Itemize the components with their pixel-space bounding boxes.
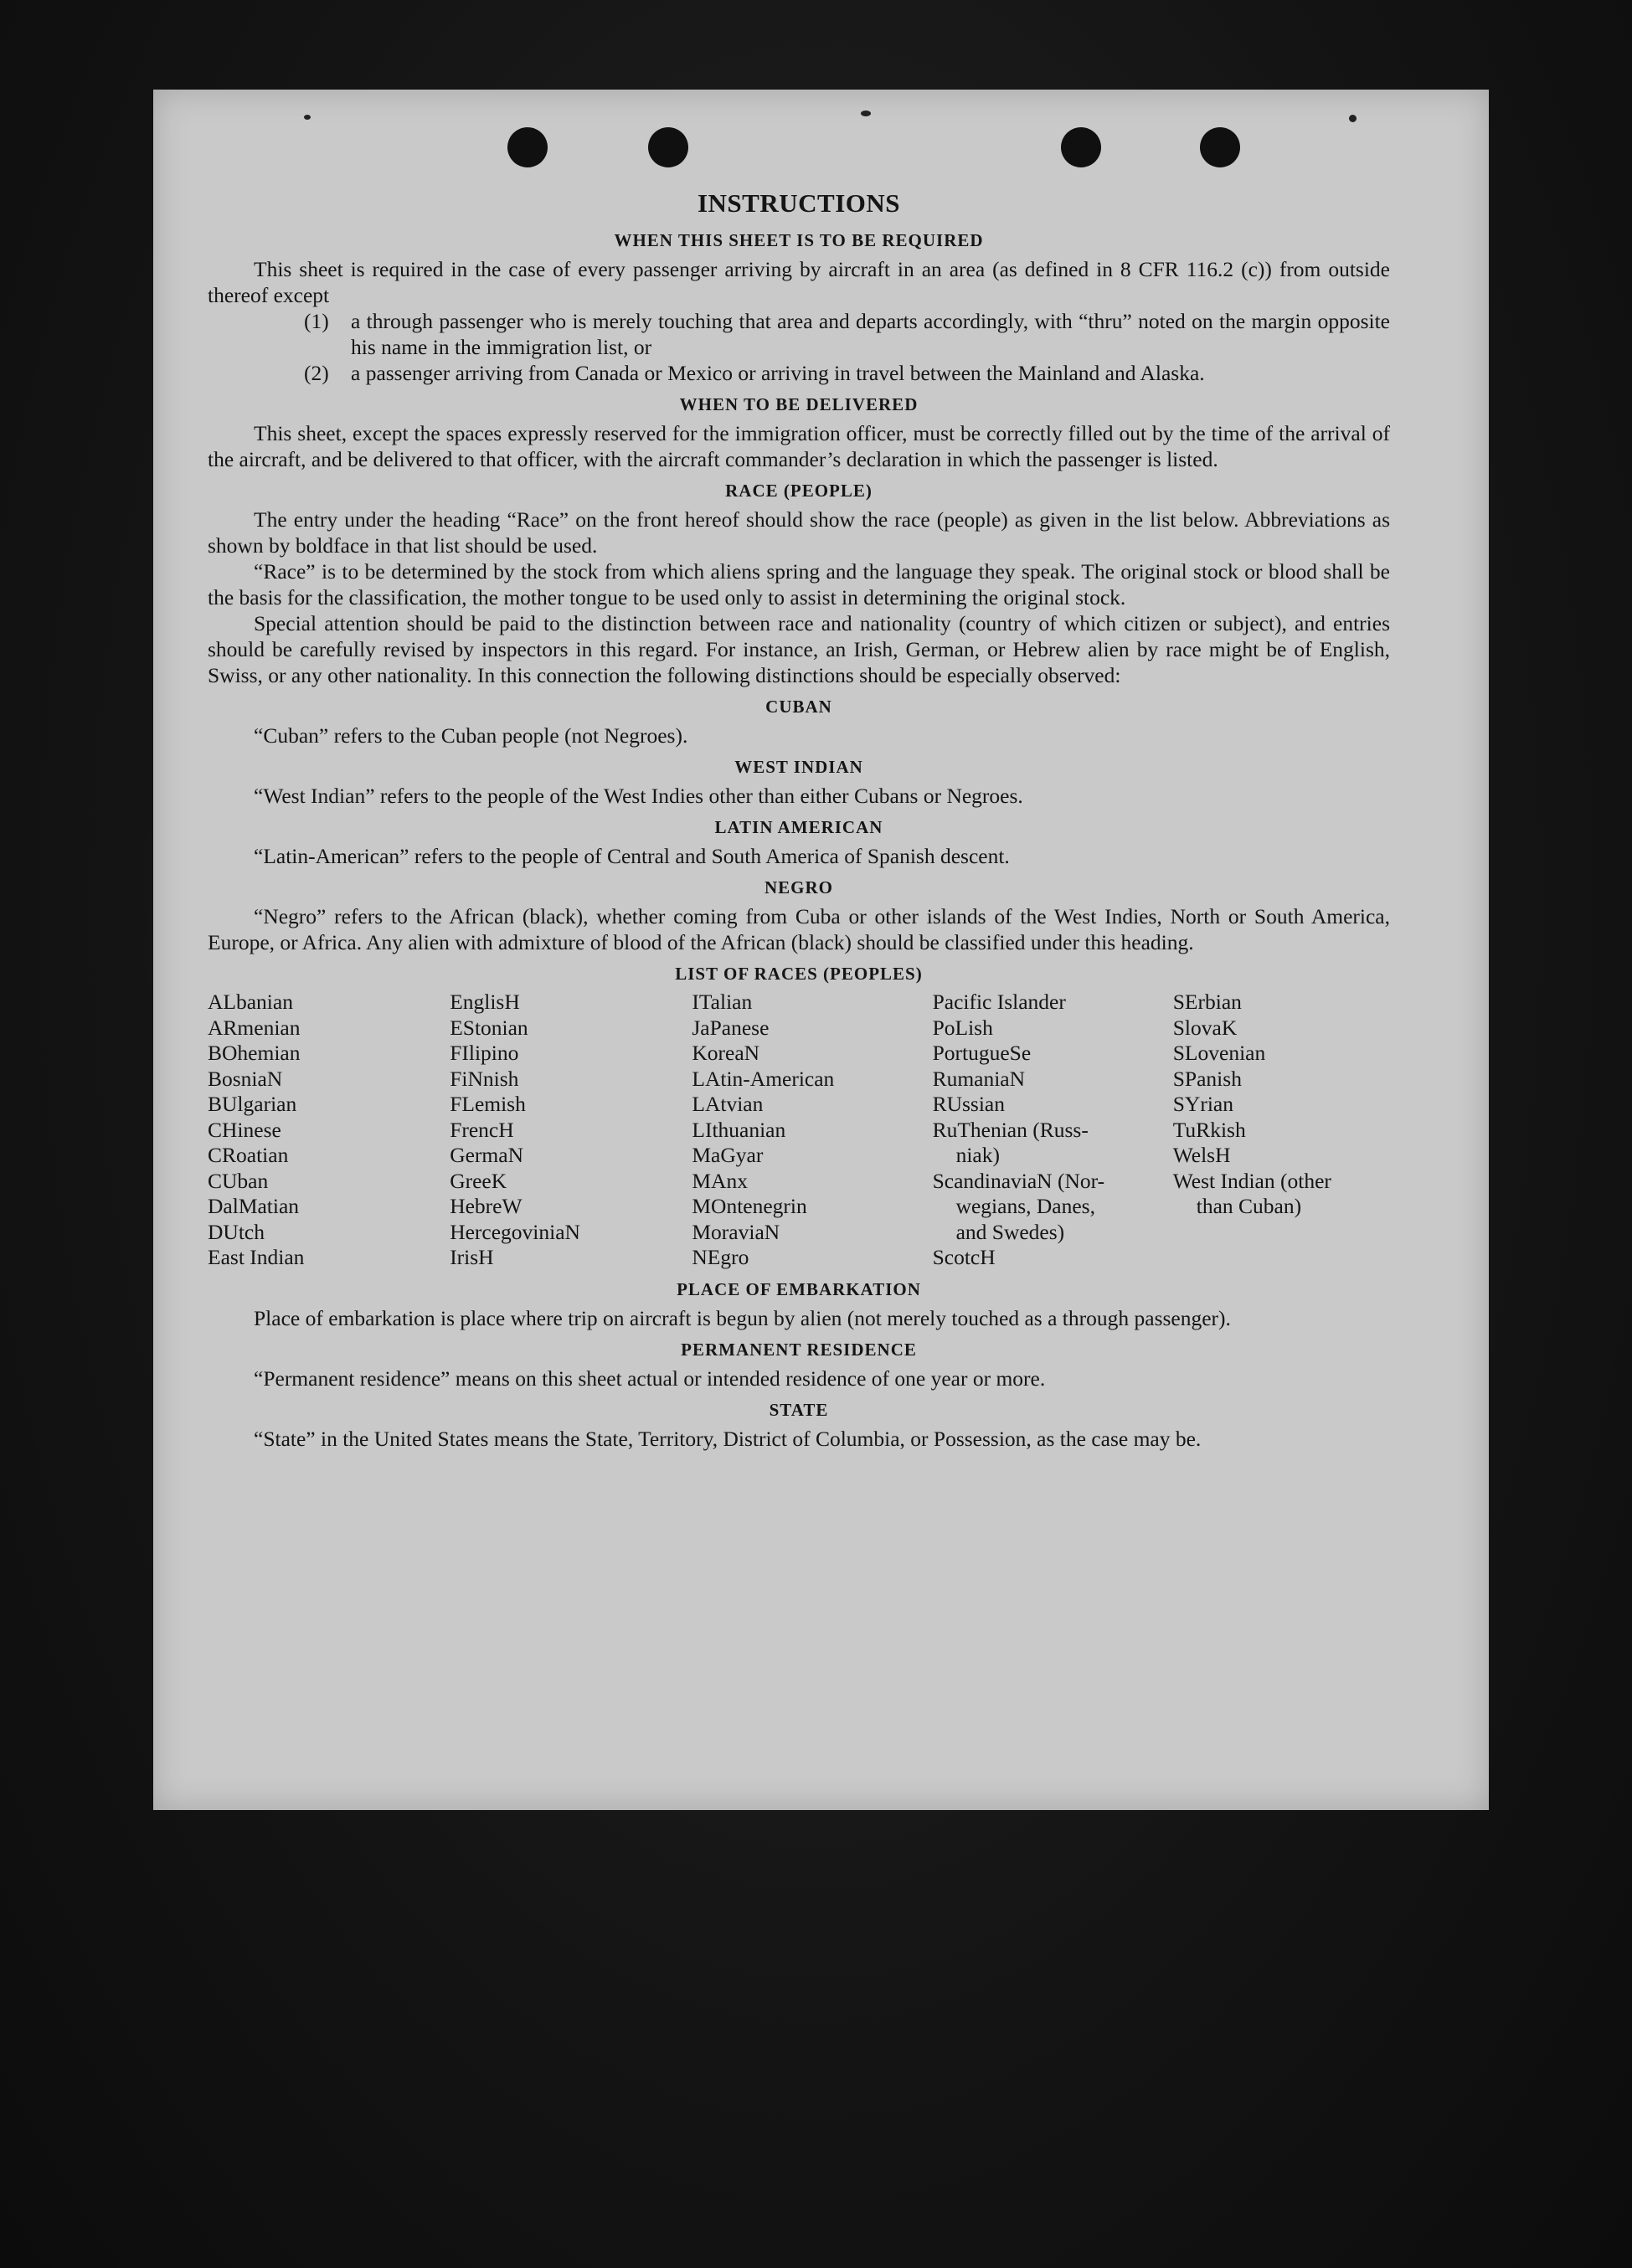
race-entry: BOhemian (208, 1041, 301, 1065)
item-text: a passenger arriving from Canada or Mexico or arriving in travel between the Mainland and Alaska. (351, 361, 1205, 385)
section-heading-west-indian: WEST INDIAN (734, 757, 863, 777)
section-heading-embarkation: PLACE OF EMBARKATION (677, 1278, 921, 1299)
race-entry: HebreW (450, 1194, 523, 1218)
race-entry: IrisH (450, 1245, 494, 1269)
race-entry: CUban (208, 1168, 269, 1193)
race-column (1173, 990, 1390, 1271)
race-entry: WelsH (1172, 1143, 1231, 1167)
race-entry: RumaniaN (932, 1066, 1026, 1091)
required-item (304, 308, 1390, 360)
race-entry-continued: wegians, Danes, (955, 1194, 1095, 1218)
negro-text: “Negro” refers to the African (black), whether coming from Cuba or other islands of the West Indies, North or South America, Europe, or Africa. Any alien with admixture of blood of the African (black) should be classified under this heading. (208, 904, 1390, 954)
punch-hole (1061, 127, 1101, 167)
section-heading-state: STATE (769, 1399, 829, 1420)
section-heading-residence: PERMANENT RESIDENCE (681, 1339, 917, 1360)
race-entry: SlovaK (1172, 1015, 1238, 1040)
page-title: INSTRUCTIONS (697, 188, 900, 218)
race-entry: EStonian (450, 1015, 528, 1040)
race-entry: EnglisH (450, 990, 520, 1014)
required-item (304, 360, 1390, 386)
race-entry: SErbian (1172, 990, 1242, 1014)
race-entry: PortugueSe (932, 1041, 1032, 1065)
race-column (933, 990, 1173, 1271)
race-entry: KoreaN (692, 1041, 760, 1065)
speck (304, 115, 311, 120)
race-entry: RUssian (932, 1092, 1005, 1116)
race-entry: RuThenian (Russ- (932, 1117, 1089, 1142)
item-text: a through passenger who is merely touching that area and departs accordingly, with “thru” noted on the margin opposite his name in the immigration list, or (351, 309, 1390, 359)
item-number: (2) (304, 361, 329, 385)
section-heading-delivered: WHEN TO BE DELIVERED (679, 394, 919, 414)
race-entry: MAnx (692, 1168, 748, 1193)
race-entry: FrencH (450, 1117, 514, 1142)
punch-hole (1200, 127, 1240, 167)
delivered-text: This sheet, except the spaces expressly reserved for the immigration officer, must be correctly filled out by the time of the arrival of the aircraft, and be delivered to that officer, with the aircraft commander’s declaration in which the passenger is listed. (208, 421, 1390, 471)
race-entry: GermaN (450, 1143, 523, 1167)
section-heading-negro: NEGRO (764, 877, 833, 897)
race-entry: ScandinaviaN (Nor- (932, 1168, 1105, 1193)
section-heading-list-of-races: LIST OF RACES (PEOPLES) (675, 964, 923, 984)
race-list (208, 990, 1390, 1271)
race-entry: SLovenian (1172, 1041, 1266, 1065)
section-heading-required: WHEN THIS SHEET IS TO BE REQUIRED (614, 230, 984, 250)
race-entry: CHinese (208, 1117, 281, 1142)
race-entry: DalMatian (208, 1194, 300, 1218)
race-entry: CRoatian (208, 1143, 289, 1167)
race-entry: LIthuanian (692, 1117, 786, 1142)
punch-hole (507, 127, 548, 167)
race-entry: HercegoviniaN (450, 1219, 580, 1244)
punch-hole (648, 127, 688, 167)
required-intro: This sheet is required in the case of every passenger arriving by aircraft in an area (as defined in 8 CFR 116.2 (c)) from outside thereof except (208, 257, 1390, 307)
race-entry: MOntenegrin (692, 1194, 807, 1218)
race-entry: West Indian (other (1172, 1168, 1331, 1193)
race-entry: BosniaN (208, 1066, 283, 1091)
race-entry: SYrian (1172, 1092, 1233, 1116)
race-entry: FLemish (450, 1092, 526, 1116)
race-column (450, 990, 692, 1271)
race-column (208, 990, 450, 1271)
race-entry: ARmenian (208, 1015, 301, 1040)
race-entry-continued: than Cuban) (1196, 1194, 1302, 1218)
document-sheet (153, 90, 1489, 1810)
race-entry: GreeK (450, 1168, 507, 1193)
race-entry: SPanish (1172, 1066, 1242, 1091)
latin-american-text: “Latin-American” refers to the people of Central and South America of Spanish descent. (254, 844, 1010, 868)
race-entry: PoLish (932, 1015, 993, 1040)
race-entry-continued: niak) (955, 1143, 1000, 1167)
race-entry: ITalian (692, 990, 753, 1014)
race-entry: DUtch (208, 1219, 265, 1244)
race-entry: BUlgarian (208, 1092, 297, 1116)
race-entry: JaPanese (692, 1015, 770, 1040)
race-entry: MaGyar (692, 1143, 764, 1167)
cuban-text: “Cuban” refers to the Cuban people (not Negroes). (254, 723, 688, 748)
race-entry: LAtvian (692, 1092, 764, 1116)
race-entry: FIlipino (450, 1041, 519, 1065)
section-heading-race: RACE (PEOPLE) (725, 481, 873, 501)
race-entry-continued: and Swedes) (955, 1219, 1065, 1244)
race-entry: LAtin-American (692, 1066, 835, 1091)
race-entry: ALbanian (208, 990, 293, 1014)
race-entry: FiNnish (450, 1066, 519, 1091)
race-entry: East Indian (208, 1245, 305, 1269)
embarkation-text: Place of embarkation is place where trip on aircraft is begun by alien (not merely touched as a through passenger). (254, 1305, 1231, 1330)
section-heading-latin-american: LATIN AMERICAN (714, 817, 883, 837)
speck (1349, 115, 1357, 122)
residence-text: “Permanent residence” means on this sheet actual or intended residence of one year or more. (254, 1365, 1046, 1391)
race-entry: MoraviaN (692, 1219, 780, 1244)
speck (861, 111, 871, 116)
state-text: “State” in the United States means the State, Territory, District of Columbia, or Possession, as the case may be. (254, 1426, 1202, 1451)
section-heading-cuban: CUBAN (765, 697, 832, 717)
race-entry: NEgro (692, 1245, 749, 1269)
race-entry: ScotcH (932, 1245, 996, 1269)
west-indian-text: “West Indian” refers to the people of the West Indies other than either Cubans or Negroes. (254, 784, 1023, 808)
race-column (692, 990, 932, 1271)
race-paragraph: Special attention should be paid to the distinction between race and nationality (country of which citizen or subject), and entries should be carefully revised by inspectors in this regard. For instance, an Irish, German, or Hebrew alien by race might be of English, Swiss, or any other nationality. In this connection the following distinctions should be especially observed: (208, 611, 1390, 687)
race-entry: TuRkish (1172, 1117, 1246, 1142)
item-number: (1) (304, 309, 329, 333)
race-paragraph: The entry under the heading “Race” on the front hereof should show the race (people) as given in the list below. Abbreviations as shown by boldface in that list should be used. (208, 507, 1390, 558)
race-paragraph: “Race” is to be determined by the stock from which aliens spring and the language they speak. The original stock or blood shall be the basis for the classification, the mother tongue to be used only to assist in determining the original stock. (208, 559, 1390, 609)
race-entry: Pacific Islander (932, 990, 1066, 1014)
